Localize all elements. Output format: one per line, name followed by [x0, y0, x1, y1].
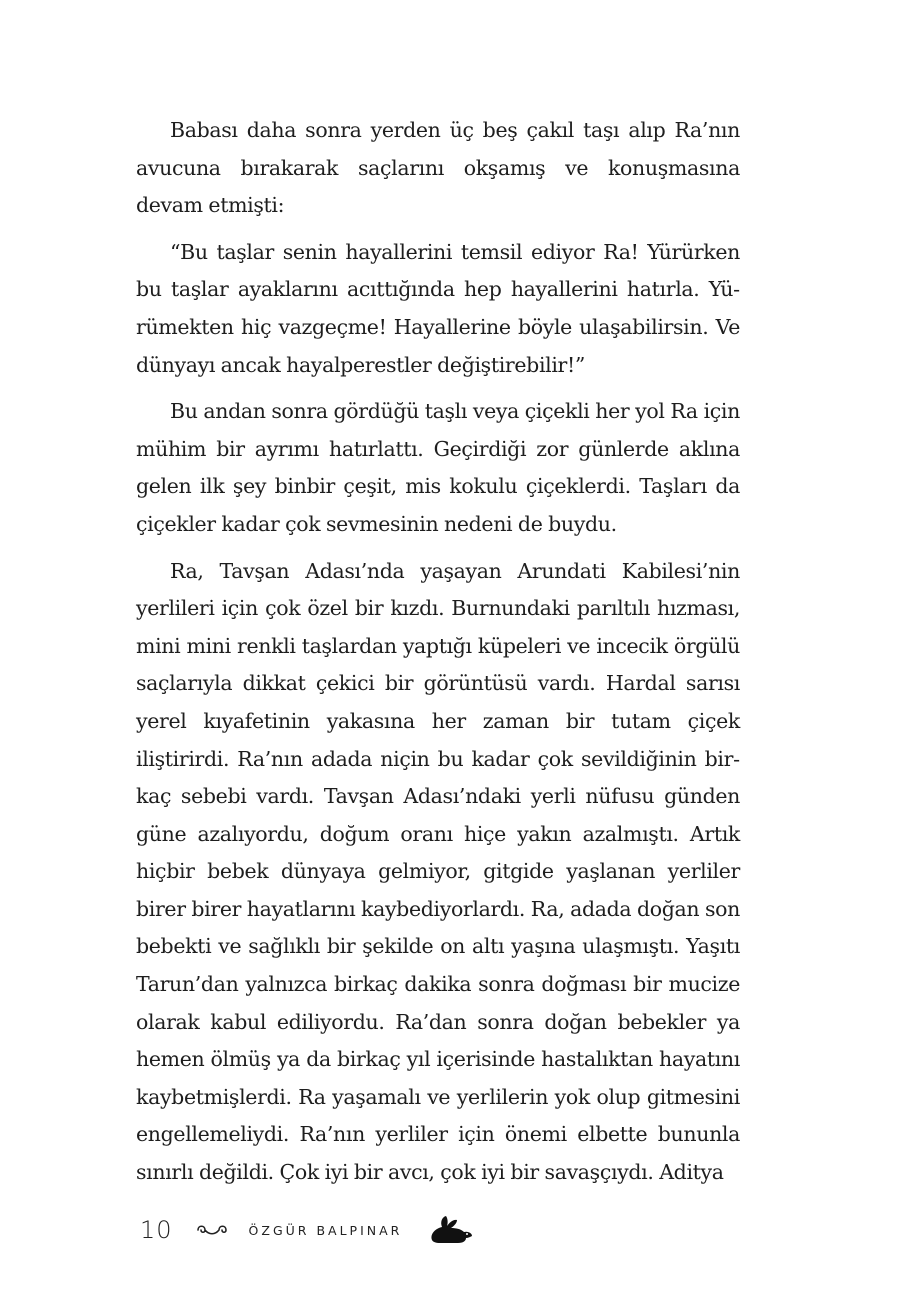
- paragraph: Bu andan sonra gördüğü taşlı veya çiçekli her yol Ra için mühim bir ayrımı hatırlattı. Geçirdiği zor günlerde aklına gelen ilk şey binbir çeşit, mis kokulu çiçeklerdi. Taşları da çiçekler kadar çok sevmesinin nedeni de buydu.: [136, 399, 740, 536]
- paragraph: Babası daha sonra yerden üç beş çakıl taşı alıp Ra’nın avucuna bırakarak saçlarını okşamış ve konuşmasına devam etmişti:: [136, 118, 740, 218]
- body-text: [136, 112, 740, 1201]
- author-name: ÖZGÜR BALPINAR: [248, 1222, 403, 1238]
- paragraph: “Bu taşlar senin hayallerini temsil ediyor Ra! Yürürken bu taşlar ayaklarını acıttığında hep hayallerini hatırla. Yürümekten hiç vazgeçme! Hayallerine böyle ulaşabilirsin. Ve dünyayı ancak hayalperestler değiştirebilir!”: [136, 239, 740, 377]
- page-footer: [140, 1212, 476, 1248]
- swirl-ornament-icon: [195, 1222, 231, 1238]
- rabbit-icon: [426, 1213, 476, 1247]
- page-number: 10: [140, 1216, 173, 1244]
- paragraph: Ra, Tavşan Adası’nda yaşayan Arundati Kabilesi’nin yerlileri için çok özel bir kızdı. Burnundaki parıltılı hızması, mini mini renkli taşlardan yaptığı küpeleri ve incecik örgülü saçlarıyla dikkat çekici bir görüntüsü vardı. Hardal sarısı yerel kıyafetinin yakasına her zaman bir tutam çiçek iliştirirdi. Ra’nın adada niçin bu kadar çok sevildiğinin birkaç sebebi vardı. Tavşan Adası’ndaki yerli nüfusu günden güne azalıyordu, doğum oranı hiçe yakın azalmıştı. Artık hiçbir bebek dünyaya gelmiyor, gitgide yaşlanan yerliler birer birer hayatlarını kaybediyorlardı. Ra, adada doğan son bebekti ve sağlıklı bir şekilde on altı yaşına ulaşmıştı. Yaşıtı Tarun’dan yalnızca birkaç dakika sonra doğması bir mucize olarak kabul ediliyordu. Ra’dan sonra doğan bebekler ya hemen ölmüş ya da birkaç yıl içerisinde hastalıktan hayatını kaybetmişlerdi. Ra yaşamalı ve yerlilerin yok olup gitmesini engellemeliydi. Ra’nın yerliler için önemi elbette bununla sınırlı değildi. Çok iyi bir avcı, çok iyi bir savaşçıydı. Aditya: [136, 558, 740, 1185]
